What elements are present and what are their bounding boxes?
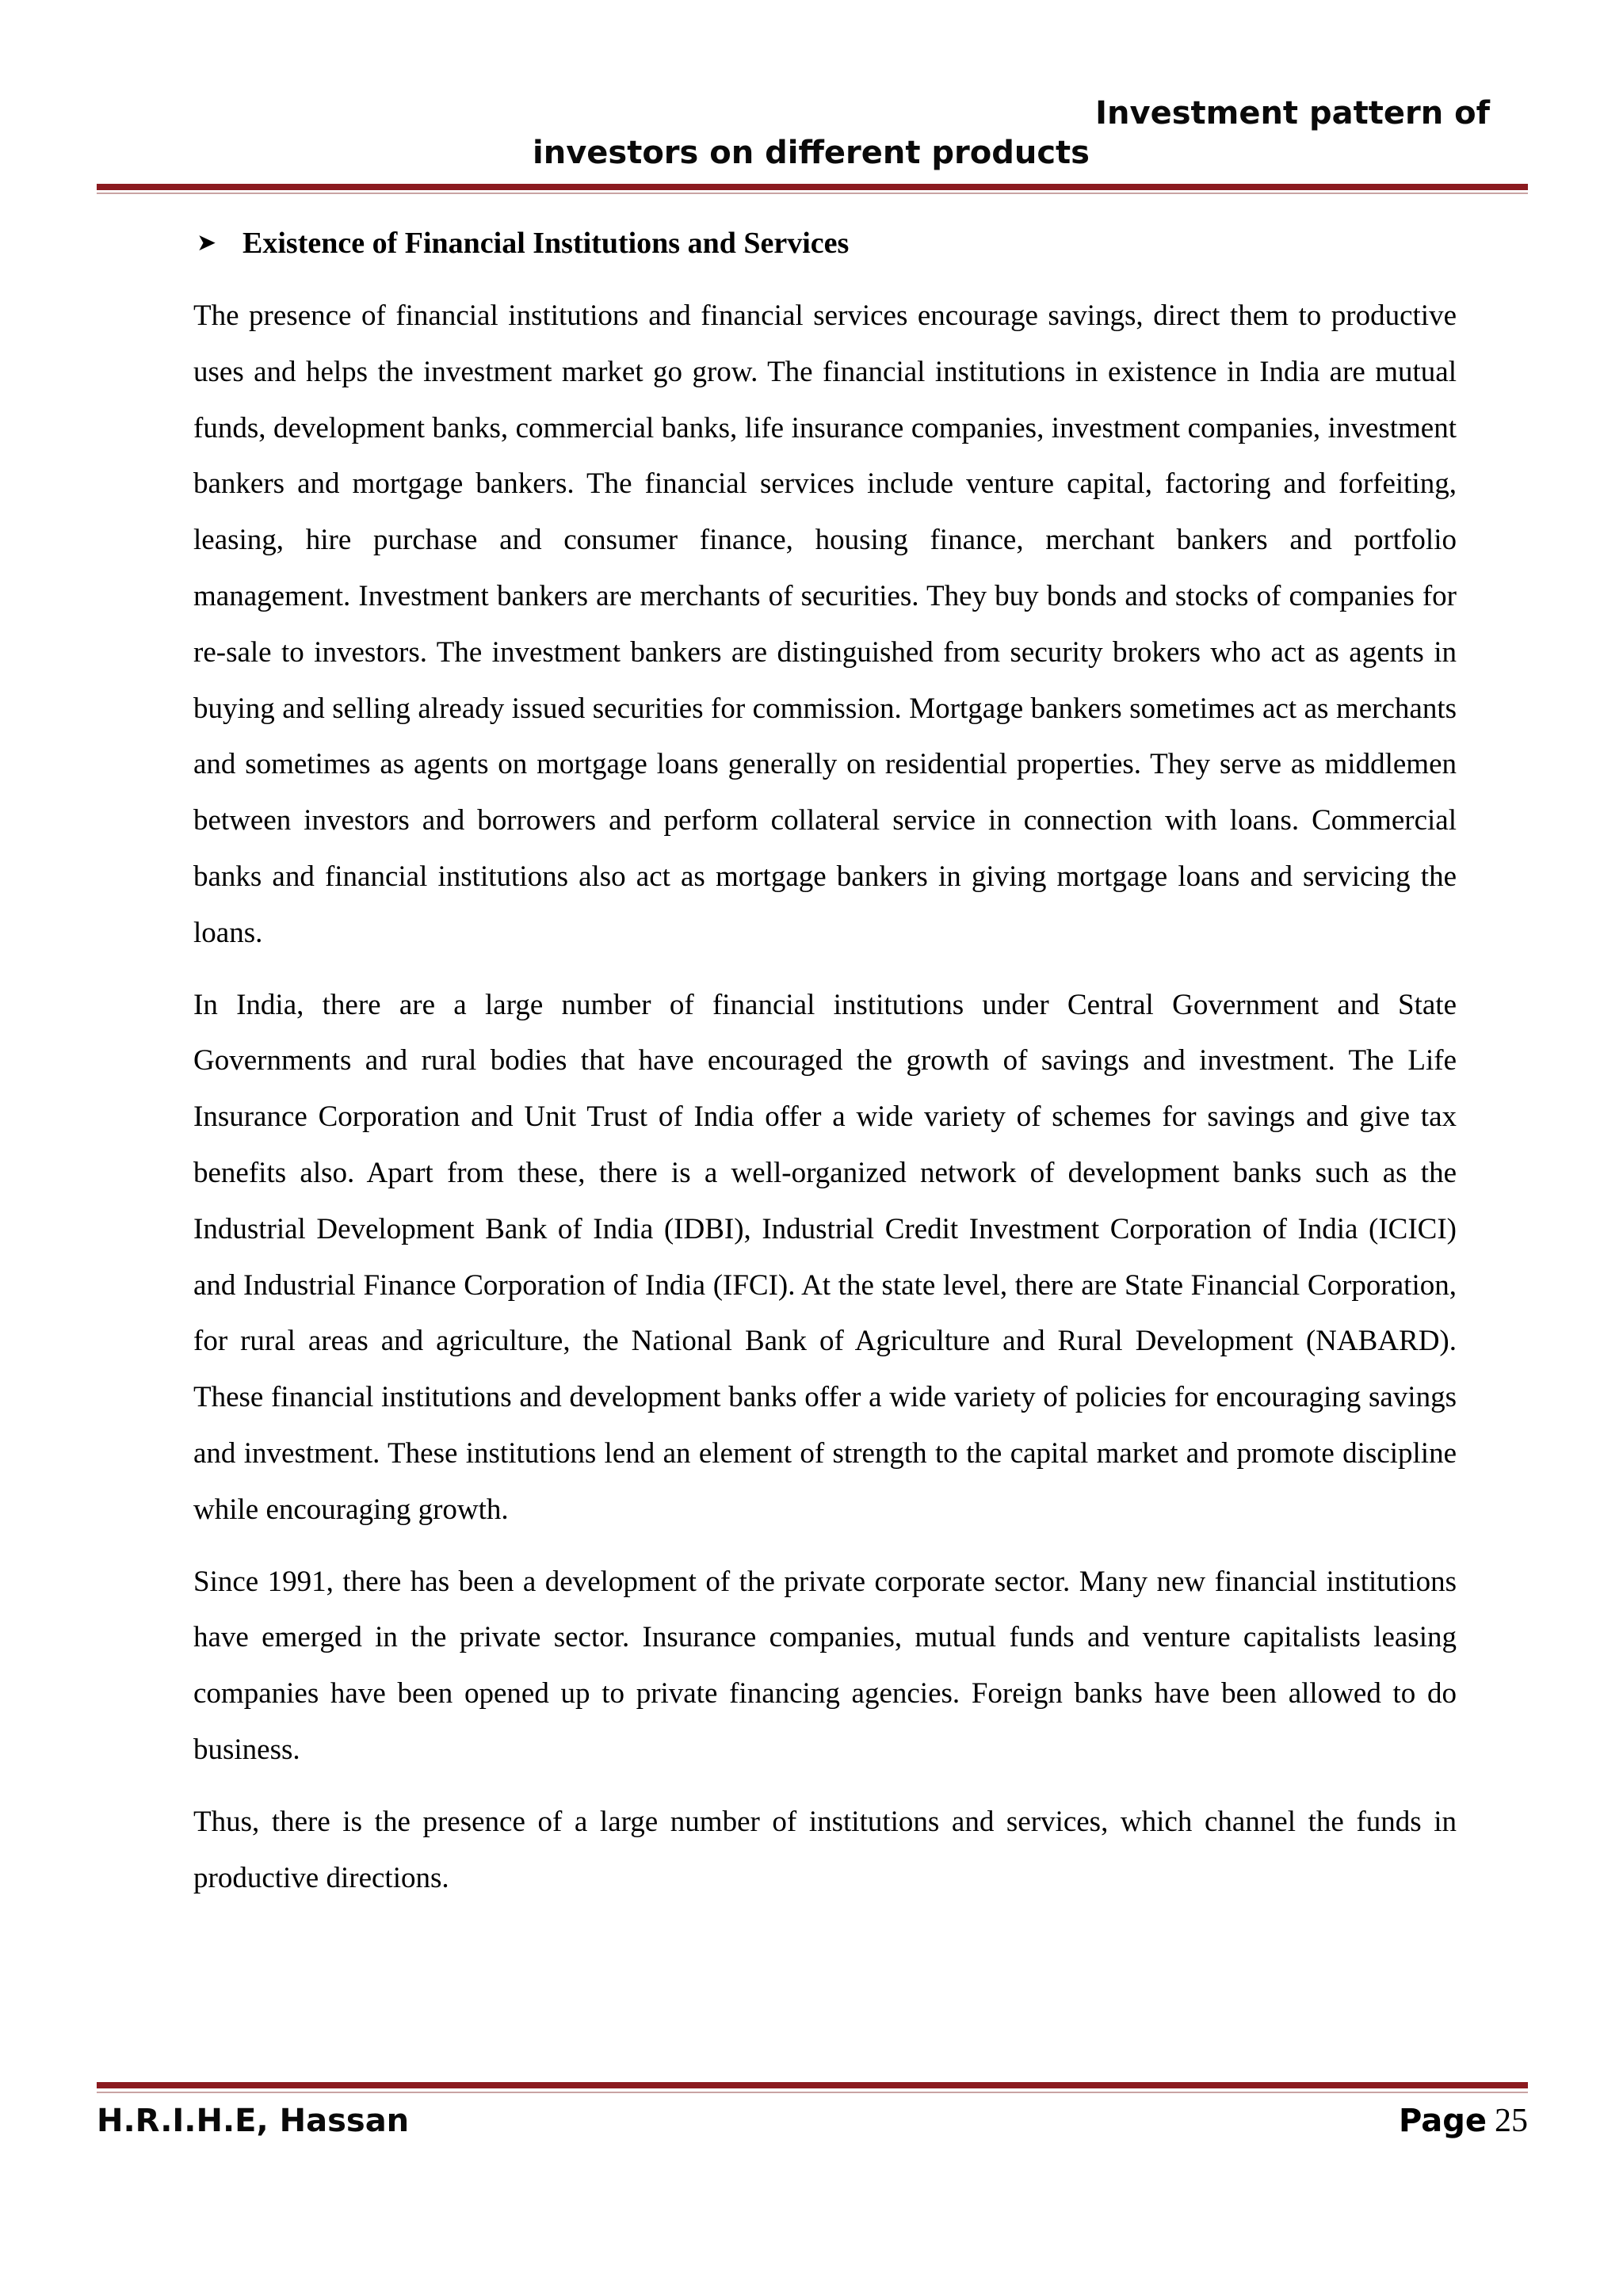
header-title-line2: investors on different products: [533, 135, 1090, 171]
body-text: [193, 288, 1457, 1922]
paragraph-4: Thus, there is the presence of a large number of institutions and services, which channel the funds in productive directions.: [193, 1805, 1457, 1894]
paragraph-1: The presence of financial institutions and financial services encourage savings, direct them to productive uses and helps the investment market go grow. The financial institutions in existence in India are mutual funds, development banks, commercial banks, life insurance companies, investment companies, investment bankers and mortgage bankers. The financial services include venture capital, factoring and forfeiting, leasing, hire purchase and consumer finance, housing finance, merchant bankers and portfolio management. Investment bankers are merchants of securities. They buy bonds and stocks of companies for re-sale to investors. The investment bankers are distinguished from security brokers who act as agents in buying and selling already issued securities for commission. Mortgage bankers sometimes act as merchants and sometimes as agents on mortgage loans generally on residential properties. They serve as middlemen between investors and borrowers and perform collateral service in connection with loans. Commercial banks and financial institutions also act as mortgage bankers in giving mortgage loans and servicing the loans.: [193, 299, 1457, 949]
page-number: 25: [1495, 2103, 1528, 2139]
footer-rule: [97, 2082, 1528, 2088]
running-header: [444, 93, 1490, 173]
header-title-line1: Investment pattern of: [1095, 95, 1490, 132]
footer-institution: H.R.I.H.E, Hassan: [97, 2103, 410, 2139]
paragraph-2: In India, there are a large number of financial institutions under Central Government and State Governments and rural bodies that have encouraged the growth of savings and investment. The Life Insurance Corporation and Unit Trust of India offer a wide variety of schemes for savings and give tax benefits also. Apart from these, there is a well-organized network of development banks such as the Industrial Development Bank of India (IDBI), Industrial Credit Investment Corporation of India (ICICI) and Industrial Finance Corporation of India (IFCI). At the state level, there are State Financial Corporation, for rural areas and agriculture, the National Bank of Agriculture and Rural Development (NABARD). These financial institutions and development banks offer a wide variety of policies for encouraging savings and investment. These institutions lend an element of strength to the capital market and promote discipline while encouraging growth.: [193, 988, 1457, 1526]
header-rule-thin: [97, 193, 1528, 194]
section-heading-text: Existence of Financial Institutions and Services: [242, 227, 850, 260]
section-heading: [197, 223, 850, 263]
arrow-bullet-icon: ➤: [197, 229, 217, 257]
paragraph-3: Since 1991, there has been a development of the private corporate sector. Many new financial institutions have emerged in the private sector. Insurance companies, mutual funds and venture capitalists leasing companies have been opened up to private financing agencies. Foreign banks have been allowed to do business.: [193, 1565, 1457, 1766]
header-rule: [97, 184, 1528, 190]
footer-page: [1399, 2101, 1528, 2141]
page-label: Page: [1399, 2103, 1487, 2139]
footer-rule-thin: [97, 2092, 1528, 2093]
